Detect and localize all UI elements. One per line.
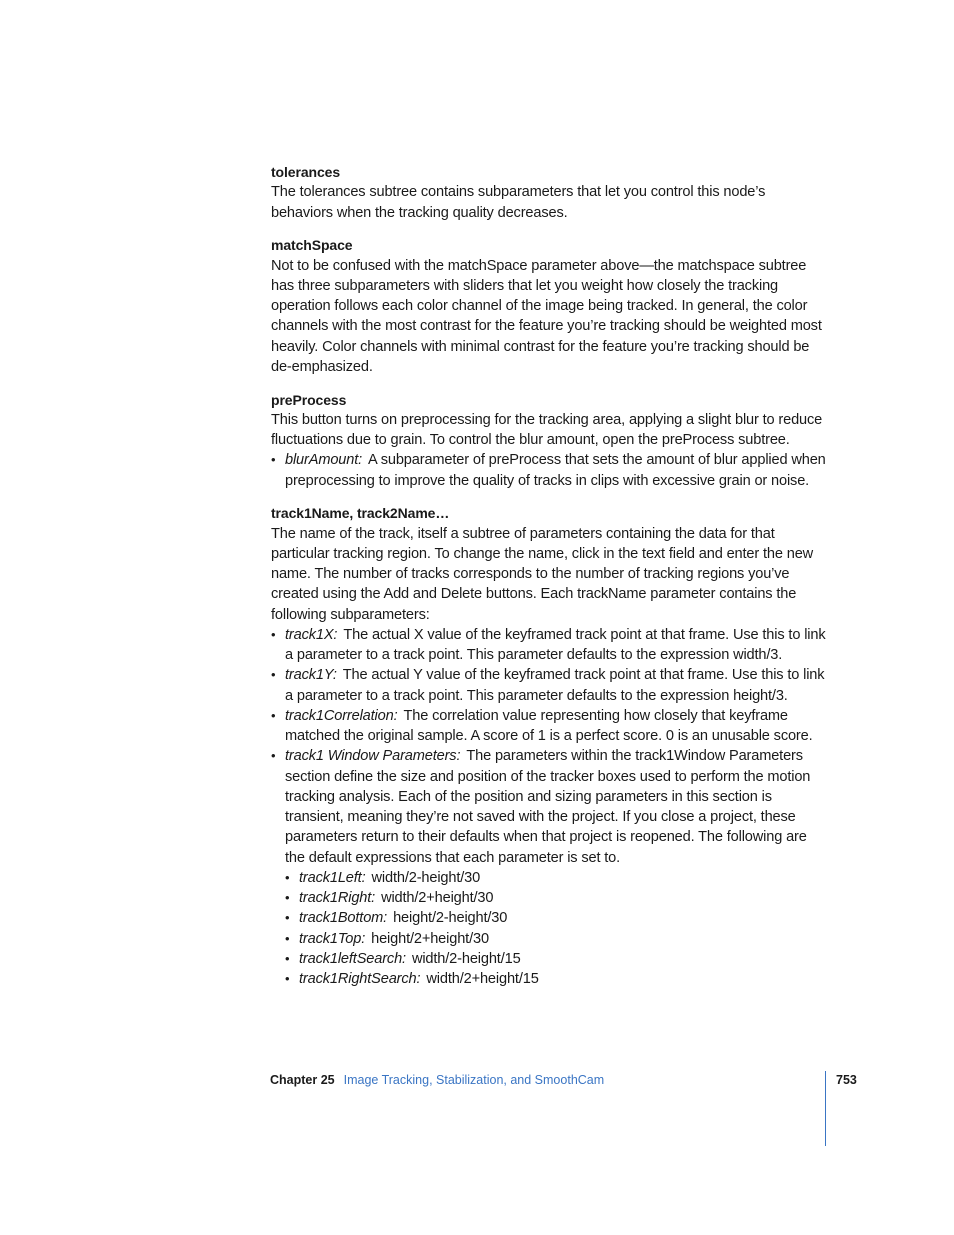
list-item (271, 746, 827, 989)
section-body: The tolerances subtree contains subparameters that let you control this node’s behaviors when the tracking quality decreases. (271, 184, 766, 221)
parameter-description: A subparameter of preProcess that sets the amount of blur applied when preprocessing to improve the quality of tracks in clips with excessive grain or noise. (285, 452, 826, 489)
parameter-term: track1 Window Parameters: (285, 748, 461, 765)
parameter-description: The actual X value of the keyframed track point at that frame. Use this to link a parameter to a track point. This parameter defaults to the expression width/3. (285, 626, 826, 663)
parameter-description: height/2-height/30 (393, 910, 508, 927)
section-heading: tolerances (271, 164, 341, 180)
parameter-term: track1leftSearch: (299, 950, 406, 967)
parameter-term: track1Bottom: (299, 910, 388, 927)
sub-bullet-list (285, 868, 827, 990)
section-matchspace (271, 235, 827, 377)
parameter-term: blurAmount: (285, 452, 363, 469)
parameter-description: width/2-height/15 (411, 950, 521, 967)
section-preprocess (271, 390, 827, 491)
section-body: Not to be confused with the matchSpace parameter above—the matchspace subtree has three subparameters with sliders that let you weight how closely the tracking operation follows each color channel of the image being tracked. In general, the color channels with the most contrast for the feature you’re tracking should be weighted most heavily. Color channels with minimal contrast for the feature you’re tracking should be de-emphasized. (271, 257, 822, 375)
sub-list-item (285, 868, 827, 888)
section-body: This button turns on preprocessing for the tracking area, applying a slight blur to reduce fluctuations due to grain. To control the blur amount, open the preProcess subtree. (271, 411, 823, 448)
section-tolerances (271, 162, 827, 223)
page-footer (270, 1071, 604, 1089)
bullet-list (271, 625, 827, 990)
parameter-term: track1Left: (299, 869, 366, 886)
chapter-label: Chapter 25 (270, 1073, 335, 1087)
parameter-description: The correlation value representing how closely that keyframe matched the original sample. A score of 1 is a perfect score. 0 is an unusable score. (285, 707, 813, 744)
footer-divider (825, 1071, 826, 1146)
section-track-name (271, 503, 827, 989)
parameter-description: width/2+height/15 (426, 971, 539, 987)
parameter-description: width/2-height/30 (371, 869, 481, 886)
parameter-description: The actual Y value of the keyframed track point at that frame. Use this to link a parameter to a track point. This parameter defaults to the expression height/3. (285, 667, 825, 704)
sub-list-item (285, 908, 827, 928)
section-heading: matchSpace (271, 237, 353, 254)
parameter-term: track1Top: (299, 930, 366, 947)
section-body: The name of the track, itself a subtree of parameters containing the data for that particular tracking region. To change the name, click in the text field and enter the new name. The number of tracks corresponds to the number of tracking regions you’ve created using the Add and Delete buttons. Each trackName parameter contains the following subparameters: (271, 525, 814, 623)
list-item (271, 706, 827, 747)
page-content (271, 162, 827, 1002)
parameter-term: track1Correlation: (285, 707, 398, 724)
sub-list-item (285, 888, 827, 908)
bullet-list (271, 450, 827, 491)
parameter-term: track1Y: (285, 667, 337, 684)
parameter-term: track1RightSearch: (299, 971, 421, 987)
page-number: 753 (836, 1073, 857, 1087)
list-item (271, 665, 827, 706)
parameter-description: The parameters within the track1Window Parameters section define the size and position of the tracker boxes used to perform the motion tracking analysis. Each of the position and sizing parameters in this section is transient, meaning they’re not saved with the project. If you close a project, these parameters return to their defaults when that project is reopened. The following are the default expressions that each parameter is set to. (285, 748, 811, 866)
list-item (271, 450, 827, 491)
sub-list-item (285, 949, 827, 969)
parameter-description: height/2+height/30 (371, 930, 489, 947)
section-heading: track1Name, track2Name… (271, 505, 450, 522)
parameter-description: width/2+height/30 (381, 890, 494, 906)
list-item (271, 625, 827, 666)
sub-list-item (285, 969, 827, 989)
parameter-term: track1X: (285, 626, 338, 643)
section-heading: preProcess (271, 391, 347, 408)
chapter-title: Image Tracking, Stabilization, and SmoothCam (343, 1073, 605, 1087)
sub-list-item (285, 929, 827, 949)
parameter-term: track1Right: (299, 890, 376, 906)
